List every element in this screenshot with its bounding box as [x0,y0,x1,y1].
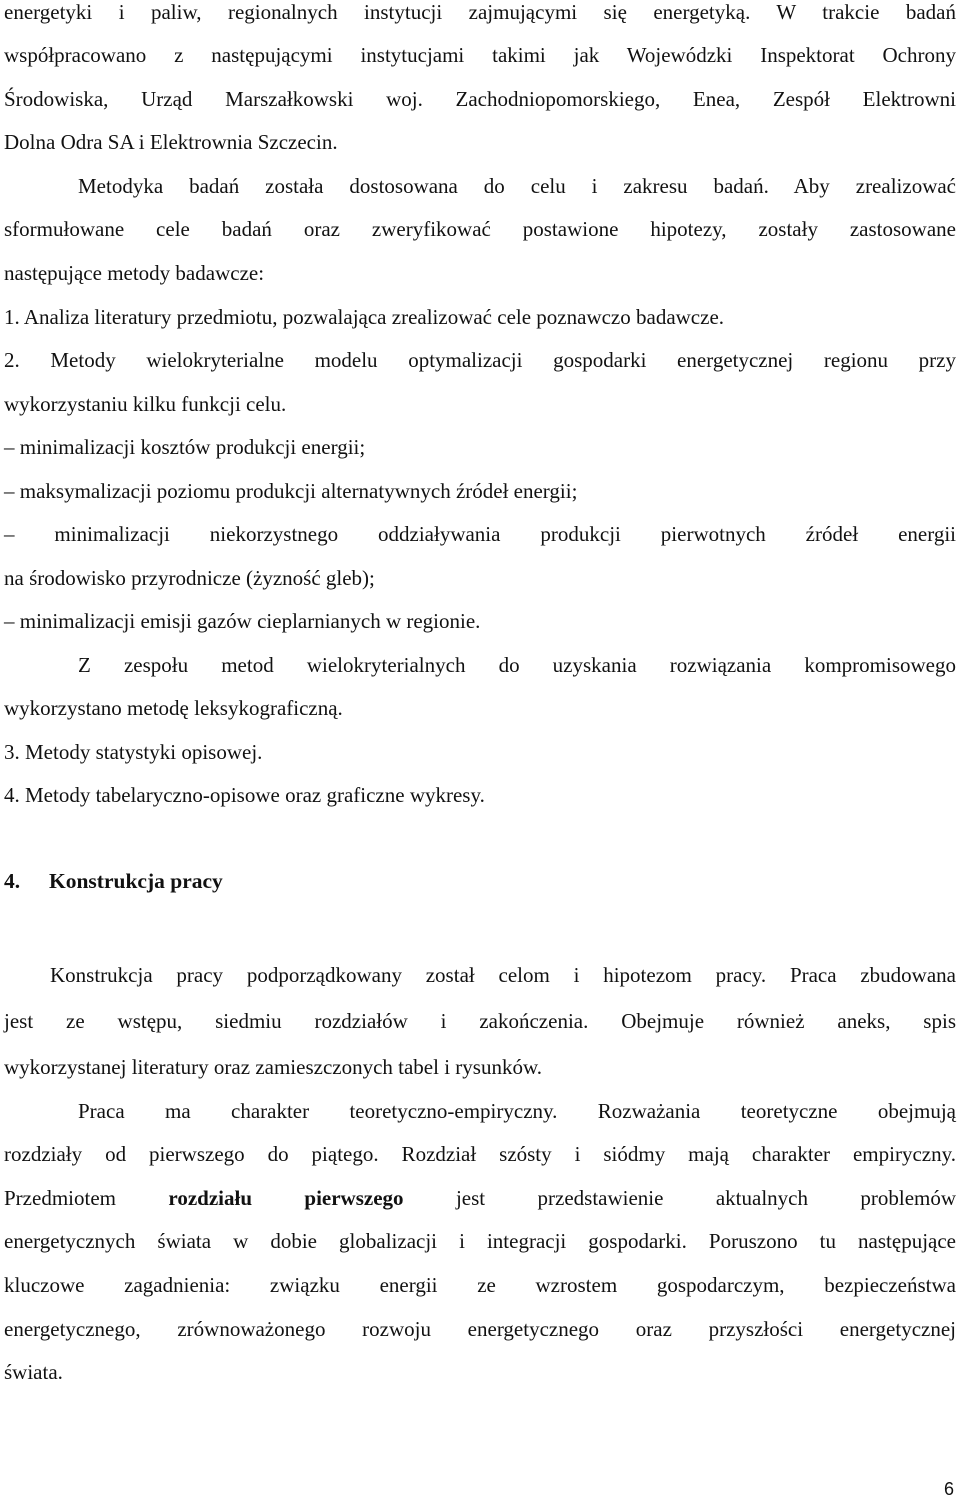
section-heading [4,868,223,894]
text-line: kluczowe zagadnienia: związku energii ze wzrostem gospodarczym, bezpieczeństwa [4,1273,956,1297]
text-line: Środowiska, Urząd Marszałkowski woj. Zachodniopomorskiego, Enea, Zespół Elektrowni [4,87,956,111]
list-item: – minimalizacji kosztów produkcji energii; [4,435,366,459]
text-line: Metodyka badań została dostosowana do celu i zakresu badań. Aby zrealizować [78,174,956,198]
text-line: wykorzystaniu kilku funkcji celu. [4,392,287,416]
section-number: 4. [4,869,21,893]
text-span: Przedmiotem [4,1186,116,1210]
text-span: jest przedstawienie aktualnych problemów [455,1186,957,1210]
text-line: wykorzystano metodę leksykograficzną. [4,696,343,720]
text-line: energetycznego, zrównoważonego rozwoju energetycznego oraz przyszłości energetycznej [4,1317,956,1341]
text-line: energetyki i paliw, regionalnych instytucji zajmującymi się energetyką. W trakcie badań [4,0,956,24]
list-item: 2. Metody wielokryterialne modelu optymalizacji gospodarki energetycznej regionu przy [4,348,956,372]
text-line: następujące metody badawcze: [4,261,265,285]
text-line: energetycznych świata w dobie globalizacji i integracji gospodarki. Poruszono tu następujące [4,1229,956,1253]
text-line: Praca ma charakter teoretyczno-empiryczny. Rozważania teoretyczne obejmują [78,1099,956,1123]
section-title: Konstrukcja pracy [49,869,223,893]
list-item: – minimalizacji emisji gazów cieplarnianych w regionie. [4,609,481,633]
text-line: na środowisko przyrodnicze (żyzność gleb); [4,566,375,590]
text-line-mixed [4,1185,956,1211]
text-line: Dolna Odra SA i Elektrownia Szczecin. [4,130,338,154]
text-line: Z zespołu metod wielokryterialnych do uzyskania rozwiązania kompromisowego [78,653,956,677]
text-line: współpracowano z następującymi instytucjami takimi jak Wojewódzki Inspektorat Ochrony [4,43,956,67]
list-item: 3. Metody statystyki opisowej. [4,740,263,764]
list-item: – maksymalizacji poziomu produkcji alternatywnych źródeł energii; [4,479,578,503]
bold-text: rozdziału pierwszego [168,1186,404,1210]
text-line: świata. [4,1360,63,1384]
text-line: Konstrukcja pracy podporządkowany został celom i hipotezom pracy. Praca zbudowana [50,963,956,987]
text-line: jest ze wstępu, siedmiu rozdziałów i zakończenia. Obejmuje również aneks, spis [4,1009,956,1033]
text-line: wykorzystanej literatury oraz zamieszczonych tabel i rysunków. [4,1055,543,1079]
list-item: 1. Analiza literatury przedmiotu, pozwalająca zrealizować cele poznawczo badawcze. [4,305,725,329]
text-line: rozdziały od pierwszego do piątego. Rozdział szósty i siódmy mają charakter empiryczny. [4,1142,956,1166]
text-line: sformułowane cele badań oraz zweryfikować postawione hipotezy, zostały zastosowane [4,217,956,241]
list-item: – minimalizacji niekorzystnego oddziaływania produkcji pierwotnych źródeł energii [4,522,956,546]
page-number: 6 [943,1479,954,1499]
list-item: 4. Metody tabelaryczno-opisowe oraz graficzne wykresy. [4,783,485,807]
